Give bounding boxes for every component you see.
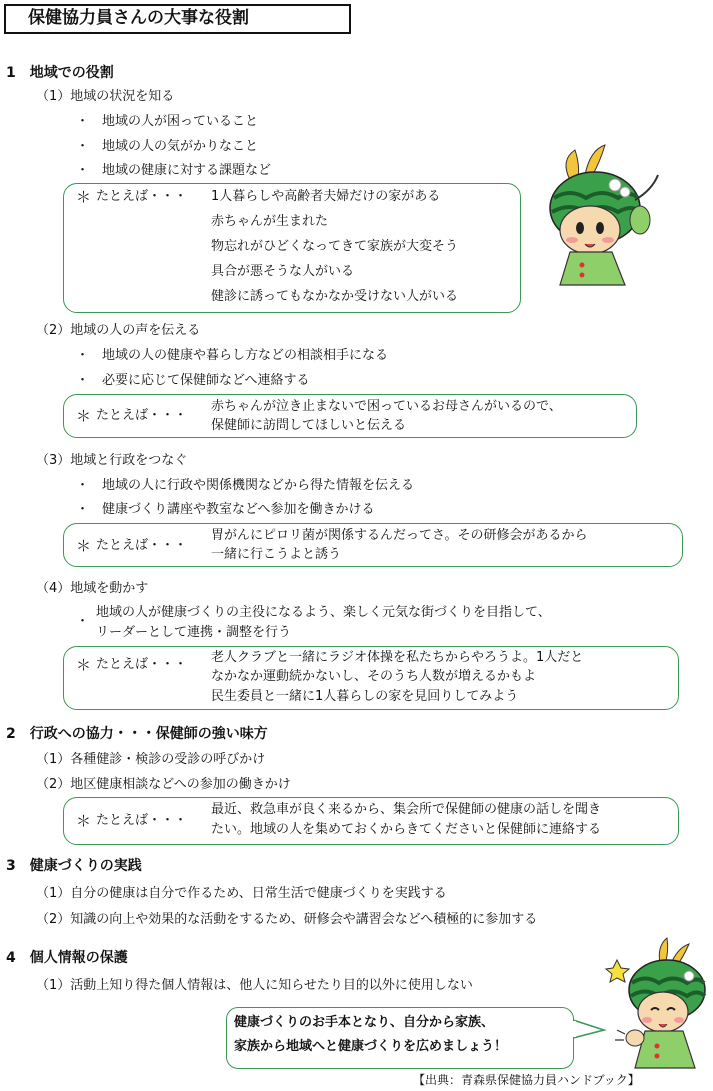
bullet-item: ・ 健康づくり講座や教室などへ参加を働きかける [76, 502, 375, 517]
bullet-item: 地域の人が健康づくりの主役になるよう、楽しく元気な街づくりを目指して、 [96, 605, 551, 620]
example-prefix: たとえば・・・ [96, 408, 188, 423]
example-line: 胃がんにピロリ菌が関係するんだってさ。その研修会があるから [211, 528, 588, 543]
example-prefix: たとえば・・・ [96, 538, 188, 553]
list-item: （2）地区健康相談などへの参加の働きかけ [36, 777, 291, 792]
example-marker: ＊ [76, 537, 92, 555]
source-citation: 【出典：青森県保健協力員ハンドブック】 [413, 1073, 640, 1087]
example-line: 健診に誘ってもなかなか受けない人がいる [211, 289, 459, 304]
bullet-item: ・ 地域の人の健康や暮らし方などの相談相手になる [76, 348, 389, 363]
section-heading-3: 3 健康づくりの実践 [6, 858, 142, 874]
bubble-line: 健康づくりのお手本となり、自分から家族、 [234, 1015, 495, 1030]
example-line: 赤ちゃんが生まれた [211, 214, 329, 229]
list-item: （1）各種健診・検診の受診の呼びかけ [36, 752, 266, 767]
example-line: 老人クラブと一緒にラジオ体操を私たちからやろうよ。1人だと [211, 650, 584, 665]
example-marker: ＊ [76, 407, 92, 425]
list-item: （1）活動上知り得た個人情報は、他人に知らせたり目的以外に使用しない [36, 978, 473, 993]
example-line: 具合が悪そうな人がいる [211, 264, 355, 279]
example-line: 最近、救急車が良く来るから、集会所で保健師の健康の話しを聞き [211, 802, 602, 817]
example-marker: ＊ [76, 812, 92, 830]
section-heading-1: 1 地域での役割 [6, 65, 114, 81]
example-line: たい。地域の人を集めておくからきてくださいと保健師に連絡する [211, 822, 602, 837]
example-line: 物忘れがひどくなってきて家族が大変そう [211, 239, 459, 254]
example-prefix: たとえば・・・ [96, 657, 188, 672]
subsection-label-1-1: （1）地域の状況を知る [36, 89, 175, 104]
bullet-item: リーダーとして連携・調整を行う [96, 625, 292, 640]
bullet-item: ・ 必要に応じて保健師などへ連絡する [76, 373, 310, 388]
mascot-illustration [605, 938, 710, 1073]
list-item: （2）知識の向上や効果的な活動をするため、研修会や講習会などへ積極的に参加する [36, 912, 538, 927]
mascot-illustration [540, 140, 670, 290]
example-line: 1人暮らしや高齢者夫婦だけの家がある [211, 189, 441, 204]
bubble-tail-mask [572, 1016, 578, 1038]
list-item: （1）自分の健康は自分で作るため、日常生活で健康づくりを実践する [36, 886, 447, 901]
bullet-marker: ・ [76, 614, 90, 629]
example-marker: ＊ [76, 656, 92, 674]
example-line: 一緒に行こうよと誘う [211, 547, 342, 562]
example-line: 民生委員と一緒に1人暮らしの家を見回りしてみよう [211, 689, 519, 704]
example-prefix: たとえば・・・ [96, 189, 188, 204]
bubble-line: 家族から地域へと健康づくりを広めましょう！ [234, 1039, 508, 1054]
bullet-item: ・ 地域の人の気がかりなこと [76, 139, 259, 154]
example-line: なかなか運動続かないし、そのうち人数が増えるかもよ [211, 669, 537, 684]
example-line: 保健師に訪問してほしいと伝える [211, 418, 407, 433]
page-title: 保健協力員さんの大事な役割 [28, 8, 249, 28]
example-line: 赤ちゃんが泣き止まないで困っているお母さんがいるので、 [211, 399, 562, 414]
bullet-item: ・ 地域の人に行政や関係機関などから得た情報を伝える [76, 478, 415, 493]
example-prefix: たとえば・・・ [96, 813, 188, 828]
subsection-label-1-3: （3）地域と行政をつなぐ [36, 453, 188, 468]
bullet-item: ・ 地域の健康に対する課題など [76, 163, 272, 178]
section-heading-2: 2 行政への協力・・・保健師の強い味方 [6, 726, 268, 742]
section-heading-4: 4 個人情報の保護 [6, 950, 128, 966]
subsection-label-1-2: （2）地域の人の声を伝える [36, 323, 201, 338]
example-marker: ＊ [76, 188, 92, 206]
bullet-item: ・ 地域の人が困っていること [76, 114, 259, 129]
subsection-label-1-4: （4）地域を動かす [36, 581, 149, 596]
